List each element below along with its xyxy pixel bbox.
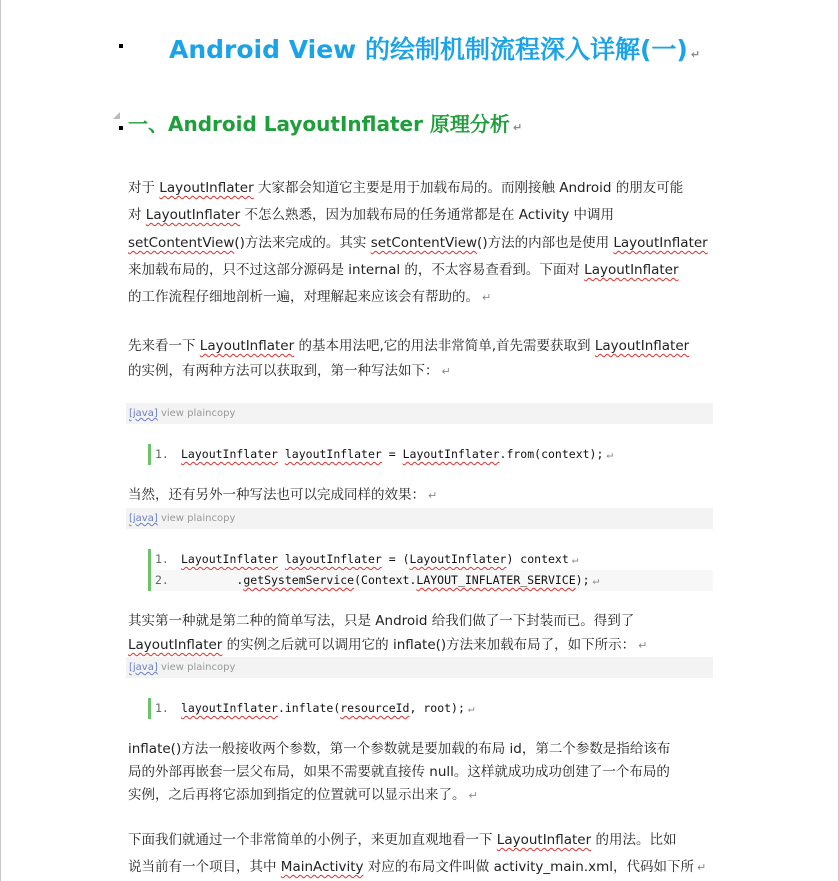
paragraph-mark: ↵ bbox=[467, 702, 475, 715]
code-toolbar bbox=[126, 657, 713, 678]
paragraph-mark: ↵ bbox=[468, 789, 478, 802]
code-language-link[interactable]: [java] bbox=[129, 662, 158, 673]
view-plaincopy-link[interactable]: view plaincopy bbox=[157, 408, 236, 419]
paragraph-mark: ↵ bbox=[441, 365, 451, 378]
code-line: 1. layoutInflater.inflate(resourceId, root); ↵ bbox=[148, 698, 713, 719]
paragraph-mark-bullet bbox=[119, 126, 123, 130]
code-language-link[interactable]: [java] bbox=[129, 513, 158, 524]
collapse-heading-icon[interactable] bbox=[113, 112, 120, 119]
view-plaincopy-link[interactable]: view plaincopy bbox=[157, 662, 236, 673]
paragraph-mark-bullet bbox=[119, 44, 123, 48]
paragraph-line: 局的外部再嵌套一层父布局，如果不需要就直接传 null。这样就成功成功创建了一个布局的 bbox=[128, 764, 670, 780]
paragraph-line: 实例，之后再将它添加到指定的位置就可以显示出来了。 ↵ bbox=[128, 787, 478, 803]
paragraph-line: inflate()方法一般接收两个参数，第一个参数就是要加载的布局 id，第二个参数是指给该布 bbox=[128, 741, 671, 757]
code-toolbar bbox=[126, 403, 713, 424]
paragraph-mark: ↵ bbox=[428, 489, 438, 502]
code-line: 2. .getSystemService(Context.LAYOUT_INFLATER_SERVICE); ↵ bbox=[148, 570, 713, 591]
code-line: 1. LayoutInflater layoutInflater = LayoutInflater.from(context); ↵ bbox=[148, 444, 713, 465]
code-language-link[interactable]: [java] bbox=[129, 408, 158, 419]
paragraph-line: 下面我们就通过一个非常简单的小例子，来更加直观地看一下 LayoutInflater 的用法。比如 bbox=[128, 832, 677, 848]
paragraph-line: 先来看一下 LayoutInflater 的基本用法吧,它的用法非常简单,首先需要获取到 LayoutInflater bbox=[128, 338, 690, 354]
paragraph-line: 其实第一种就是第二种的简单写法，只是 Android 给我们做了一下封装而已。得到了 bbox=[128, 613, 635, 629]
code-toolbar bbox=[126, 508, 713, 529]
paragraph-mark: ↵ bbox=[638, 639, 648, 652]
paragraph-line: 当然，还有另外一种写法也可以完成同样的效果： ↵ bbox=[128, 487, 438, 503]
paragraph-mark: ↵ bbox=[606, 448, 614, 461]
paragraph-line: 的实例，有两种方法可以获取到，第一种写法如下： ↵ bbox=[128, 363, 451, 379]
paragraph-line: 的工作流程仔细地剖析一遍，对理解起来应该会有帮助的。 ↵ bbox=[128, 289, 492, 305]
view-plaincopy-link[interactable]: view plaincopy bbox=[157, 513, 236, 524]
paragraph-line: 说当前有一个项目，其中 MainActivity 对应的布局文件叫做 activity_main.xml，代码如下所 ↵ bbox=[128, 859, 707, 875]
section-heading[interactable]: 一、Android LayoutInflater 原理分析 ↵ bbox=[128, 112, 523, 136]
paragraph-mark: ↵ bbox=[571, 553, 579, 566]
paragraph-mark: ↵ bbox=[592, 574, 600, 587]
document-title[interactable]: Android View 的绘制机制流程深入详解(一) ↵ bbox=[169, 35, 701, 64]
paragraph-line: setContentView()方法来完成的。其实 setContentView()方法的内部也是使用 LayoutInflater bbox=[128, 235, 708, 251]
paragraph-line: LayoutInflater 的实例之后就可以调用它的 inflate()方法来加载布局了，如下所示： ↵ bbox=[128, 637, 648, 653]
code-line: 1. LayoutInflater layoutInflater = (LayoutInflater) context ↵ bbox=[148, 549, 713, 570]
paragraph-line: 对于 LayoutInflater 大家都会知道它主要是用于加载布局的。而刚接触 Android 的朋友可能 bbox=[128, 180, 684, 196]
paragraph-line: 对 LayoutInflater 不怎么熟悉，因为加载布局的任务通常都是在 Activity 中调用 bbox=[128, 207, 615, 223]
paragraph-mark: ↵ bbox=[482, 291, 492, 304]
paragraph-line: 来加载布局的，只不过这部分源码是 internal 的，不太容易查看到。下面对 LayoutInflater bbox=[128, 262, 679, 278]
paragraph-mark: ↵ bbox=[697, 861, 707, 874]
